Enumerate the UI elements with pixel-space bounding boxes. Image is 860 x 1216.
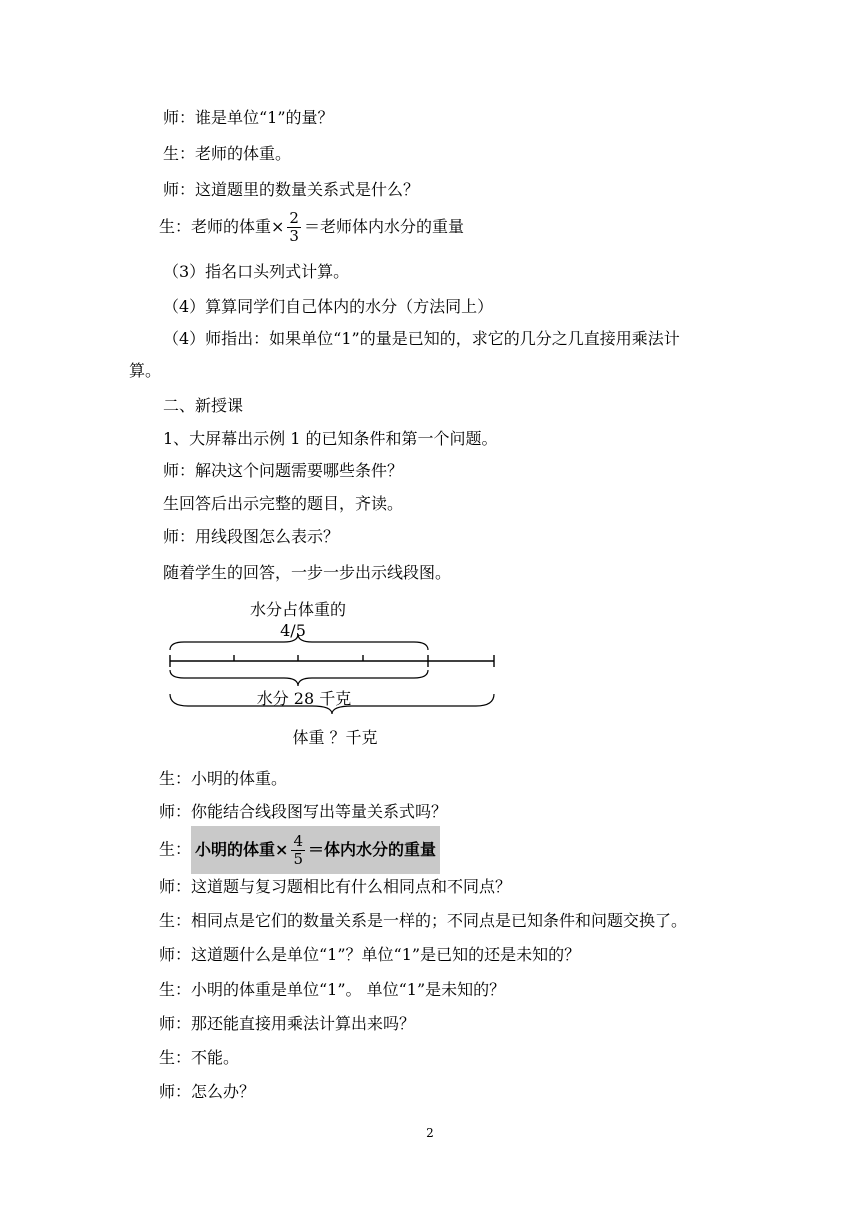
line-segment-diagram: [160, 594, 510, 754]
dialog-line: 师：怎么办？: [159, 1082, 256, 1101]
section-heading: 二、新授课: [163, 396, 244, 415]
highlighted-formula-line: [159, 826, 440, 874]
top-brace: [170, 634, 428, 650]
fraction-numerator: 2: [289, 209, 299, 227]
dialog-line: 师：用线段图怎么表示？: [163, 527, 340, 546]
step-line: （4）算算同学们自己体内的水分（方法同上）: [163, 297, 494, 316]
step-line: （4）师指出：如果单位“1”的量是已知的，求它的几分之几直接用乘法计: [163, 329, 680, 348]
formula-line: [159, 207, 464, 247]
dialog-line: 生：小明的体重是单位“1”。 单位“1”是未知的？: [159, 980, 506, 999]
diagram-label-water-ratio: 水分占体重的: [249, 600, 347, 619]
dialog-line: 师：这道题与复习题相比有什么相同点和不同点？: [159, 877, 512, 896]
paragraph-line: 随着学生的回答，一步一步出示线段图。: [163, 563, 452, 582]
diagram-label-body-weight: 体重 ？千克: [292, 728, 378, 747]
formula-text: ＝体内水分的重量: [307, 840, 436, 859]
dialog-line: 师：这道题里的数量关系式是什么？: [163, 180, 420, 199]
dialog-line: 师：那还能直接用乘法计算出来吗？: [159, 1014, 416, 1033]
step-line-continued: 算。: [129, 361, 162, 380]
dialog-line: 生：老师的体重。: [163, 144, 292, 163]
formula-text: 小明的体重×: [195, 840, 289, 859]
dialog-line: 师：你能结合线段图写出等量关系式吗？: [159, 802, 448, 821]
fraction-denominator: 5: [293, 850, 303, 868]
formula-text: 生：老师的体重×: [159, 217, 285, 236]
dialog-line: 师：这道题什么是单位“1”？单位“1”是已知的还是未知的？: [159, 945, 581, 964]
fraction-numerator: 4: [293, 832, 303, 850]
formula-text: ＝老师体内水分的重量: [303, 217, 464, 236]
fraction-denominator: 3: [289, 227, 299, 245]
dialog-line: 生：不能。: [159, 1048, 240, 1067]
paragraph-line: 1、大屏幕出示例 1 的已知条件和第一个问题。: [163, 429, 498, 448]
paragraph-line: 生回答后出示完整的题目，齐读。: [163, 494, 404, 513]
diagram-label-fraction: 4/5: [280, 621, 306, 640]
highlighted-formula: [191, 826, 440, 874]
fraction: [287, 210, 301, 245]
diagram-label-water-weight: 水分 28 千克: [256, 689, 352, 708]
fraction: [291, 833, 305, 868]
page-number: 2: [426, 1126, 434, 1140]
dialog-line: 师：谁是单位“1”的量？: [163, 108, 334, 127]
dialog-line: 师：解决这个问题需要哪些条件？: [163, 461, 404, 480]
middle-brace: [170, 670, 428, 686]
dialog-line: 生：相同点是它们的数量关系是一样的；不同点是已知条件和问题交换了。: [159, 911, 688, 930]
step-line: （3）指名口头列式计算。: [163, 262, 350, 281]
dialog-line: 生：小明的体重。: [159, 769, 288, 788]
speaker-label: 生：: [159, 839, 192, 859]
